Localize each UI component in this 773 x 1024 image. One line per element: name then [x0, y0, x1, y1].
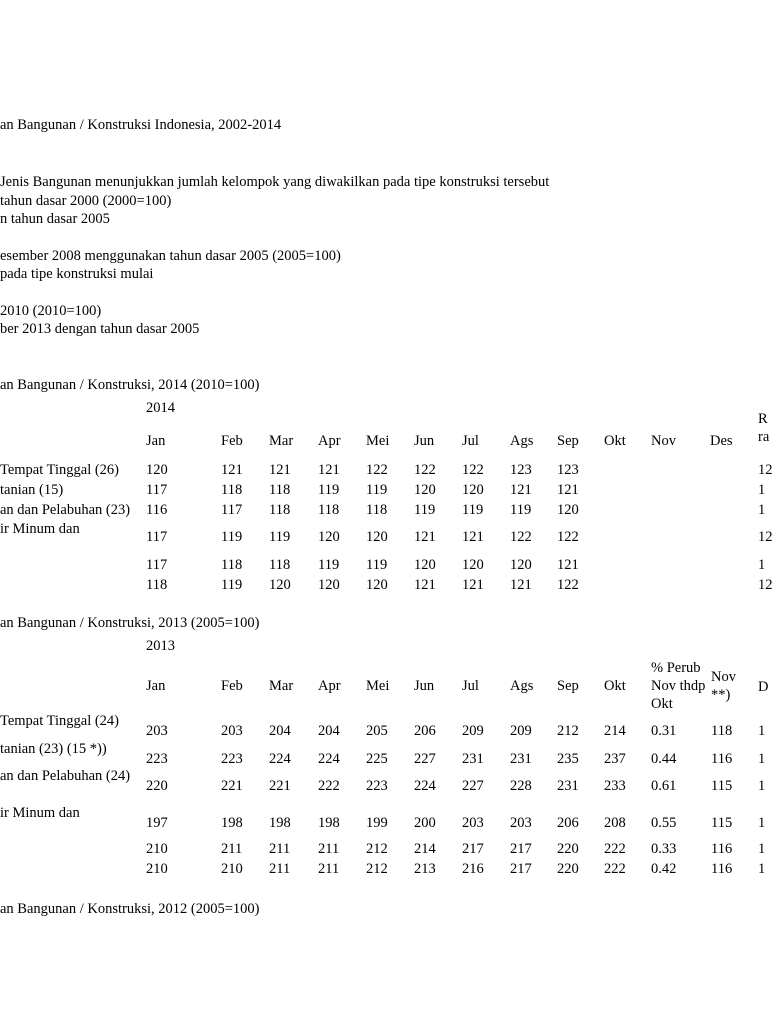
table-cell: 231 — [462, 751, 484, 767]
table-cell: 1 — [758, 557, 766, 573]
table-cell: 120 — [366, 577, 388, 593]
table-cell: 119 — [366, 482, 388, 498]
table-cell: 1 — [758, 815, 766, 831]
table-cell: 217 — [462, 841, 484, 857]
table-cell: 220 — [146, 778, 168, 794]
row-label: an dan Pelabuhan (23) — [0, 502, 131, 518]
table-cell: 115 — [711, 778, 733, 794]
month-header: Jul — [462, 678, 479, 694]
table-cell: 118 — [221, 557, 243, 573]
table-cell: 205 — [366, 723, 388, 739]
table-cell: 121 — [318, 462, 340, 478]
table-cell: 203 — [510, 815, 532, 831]
table-cell: 223 — [366, 778, 388, 794]
month-header: Sep — [557, 678, 579, 694]
table-cell: 208 — [604, 815, 626, 831]
month-header: Okt — [604, 433, 626, 449]
month-header: Apr — [318, 678, 341, 694]
month-header: Okt — [604, 678, 626, 694]
month-header: Jul — [462, 433, 479, 449]
table-cell: 213 — [414, 861, 436, 877]
table-cell: 220 — [557, 861, 579, 877]
table-cell: 117 — [146, 529, 168, 545]
table-cell: 212 — [557, 723, 579, 739]
table-cell: 118 — [146, 577, 168, 593]
month-header: Mar — [269, 433, 294, 449]
note-line: 2010 (2010=100) — [0, 303, 102, 319]
table-cell: 0.61 — [651, 778, 677, 794]
row-label: Tempat Tinggal (26) — [0, 462, 120, 478]
table-2013-nov-header: Nov — [711, 669, 736, 685]
table-cell: 221 — [221, 778, 243, 794]
month-header: Apr — [318, 433, 341, 449]
table-cell: 0.42 — [651, 861, 677, 877]
table-cell: 121 — [462, 529, 484, 545]
table-cell: 210 — [221, 861, 243, 877]
table-cell: 116 — [711, 861, 733, 877]
table-cell: 223 — [146, 751, 168, 767]
row-label: tanian (15) — [0, 482, 64, 498]
table-2013-perub-header: % Perub — [651, 660, 701, 676]
table-cell: 118 — [366, 502, 388, 518]
table-cell: 120 — [146, 462, 168, 478]
table-2012-title: an Bangunan / Konstruksi, 2012 (2005=100) — [0, 901, 260, 917]
table-cell: 0.33 — [651, 841, 677, 857]
table-cell: 118 — [318, 502, 340, 518]
table-cell: 223 — [221, 751, 243, 767]
table-2013-perub-header: Nov thdp — [651, 678, 706, 694]
table-cell: 212 — [366, 861, 388, 877]
table-cell: 122 — [414, 462, 436, 478]
note-line: esember 2008 menggunakan tahun dasar 2005 (2005=100) — [0, 248, 341, 264]
table-cell: 117 — [146, 557, 168, 573]
table-cell: 231 — [510, 751, 532, 767]
table-cell: 118 — [221, 482, 243, 498]
table-cell: 121 — [510, 577, 532, 593]
table-cell: 122 — [366, 462, 388, 478]
table-cell: 206 — [414, 723, 436, 739]
month-header: Jan — [146, 678, 166, 694]
table-cell: 116 — [146, 502, 168, 518]
table-cell: 120 — [318, 529, 340, 545]
table-2013-title: an Bangunan / Konstruksi, 2013 (2005=100) — [0, 615, 260, 631]
month-header: Mei — [366, 678, 390, 694]
table-cell: 199 — [366, 815, 388, 831]
month-header: Nov — [651, 433, 676, 449]
table-cell: 198 — [269, 815, 291, 831]
table-cell: 211 — [221, 841, 243, 857]
table-cell: 0.44 — [651, 751, 677, 767]
month-header: Mar — [269, 678, 294, 694]
table-cell: 119 — [510, 502, 532, 518]
table-cell: 212 — [366, 841, 388, 857]
table-cell: 209 — [510, 723, 532, 739]
table-cell: 121 — [510, 482, 532, 498]
table-cell: 224 — [269, 751, 291, 767]
note-line: pada tipe konstruksi mulai — [0, 266, 154, 282]
table-cell: 1 — [758, 482, 766, 498]
table-cell: 123 — [510, 462, 532, 478]
table-cell: 224 — [318, 751, 340, 767]
table-cell: 214 — [604, 723, 626, 739]
month-header: Jun — [414, 433, 435, 449]
table-2013-year: 2013 — [146, 638, 175, 654]
table-cell: 121 — [414, 529, 436, 545]
table-2014-title: an Bangunan / Konstruksi, 2014 (2010=100) — [0, 377, 260, 393]
row-label: ir Minum dan — [0, 521, 80, 537]
table-cell: 1 — [758, 723, 766, 739]
table-cell: 216 — [462, 861, 484, 877]
table-cell: 120 — [318, 577, 340, 593]
table-cell: 200 — [414, 815, 436, 831]
table-2013-extra-header: D — [758, 679, 769, 695]
table-cell: 227 — [462, 778, 484, 794]
table-cell: 118 — [711, 723, 733, 739]
note-line: ber 2013 dengan tahun dasar 2005 — [0, 321, 200, 337]
table-2013-perub-header: Okt — [651, 696, 673, 712]
table-cell: 119 — [269, 529, 291, 545]
table-cell: 217 — [510, 841, 532, 857]
table-cell: 235 — [557, 751, 579, 767]
table-cell: 206 — [557, 815, 579, 831]
table-cell: 121 — [462, 577, 484, 593]
month-header: Feb — [221, 433, 243, 449]
table-cell: 116 — [711, 751, 733, 767]
table-cell: 119 — [221, 577, 243, 593]
table-cell: 0.31 — [651, 723, 677, 739]
table-2014-extra-header: ra — [758, 429, 770, 445]
table-cell: 122 — [557, 529, 579, 545]
table-cell: 211 — [318, 841, 340, 857]
table-cell: 120 — [269, 577, 291, 593]
table-cell: 228 — [510, 778, 532, 794]
table-cell: 119 — [318, 557, 340, 573]
table-cell: 198 — [318, 815, 340, 831]
month-header: Mei — [366, 433, 390, 449]
table-cell: 231 — [557, 778, 579, 794]
table-cell: 117 — [221, 502, 243, 518]
table-cell: 220 — [557, 841, 579, 857]
table-cell: 204 — [318, 723, 340, 739]
table-cell: 203 — [462, 815, 484, 831]
table-cell: 210 — [146, 841, 168, 857]
table-cell: 197 — [146, 815, 168, 831]
row-label: ir Minum dan — [0, 805, 80, 821]
table-cell: 123 — [557, 462, 579, 478]
table-cell: 1 — [758, 841, 766, 857]
table-cell: 222 — [604, 861, 626, 877]
table-cell: 12 — [758, 462, 773, 478]
table-cell: 227 — [414, 751, 436, 767]
table-cell: 121 — [269, 462, 291, 478]
table-cell: 121 — [557, 482, 579, 498]
table-cell: 222 — [318, 778, 340, 794]
table-cell: 224 — [414, 778, 436, 794]
table-cell: 118 — [269, 482, 291, 498]
table-cell: 1 — [758, 861, 766, 877]
table-cell: 203 — [146, 723, 168, 739]
table-cell: 119 — [221, 529, 243, 545]
table-cell: 12 — [758, 529, 773, 545]
table-cell: 12 — [758, 577, 773, 593]
note-line: tahun dasar 2000 (2000=100) — [0, 193, 172, 209]
table-cell: 116 — [711, 841, 733, 857]
table-cell: 121 — [221, 462, 243, 478]
document-title: an Bangunan / Konstruksi Indonesia, 2002-2014 — [0, 117, 282, 133]
table-cell: 211 — [318, 861, 340, 877]
table-cell: 1 — [758, 778, 766, 794]
table-cell: 122 — [462, 462, 484, 478]
table-cell: 118 — [269, 557, 291, 573]
row-label: Tempat Tinggal (24) — [0, 713, 120, 729]
table-2014-year: 2014 — [146, 400, 175, 416]
month-header: Feb — [221, 678, 243, 694]
table-cell: 119 — [318, 482, 340, 498]
table-cell: 210 — [146, 861, 168, 877]
table-cell: 198 — [221, 815, 243, 831]
table-cell: 122 — [510, 529, 532, 545]
table-cell: 120 — [510, 557, 532, 573]
table-2013-nov-header: **) — [711, 687, 731, 703]
table-2014-extra-header: R — [758, 411, 768, 427]
table-cell: 120 — [462, 557, 484, 573]
table-cell: 217 — [510, 861, 532, 877]
month-header: Jun — [414, 678, 435, 694]
table-cell: 118 — [269, 502, 291, 518]
table-cell: 121 — [557, 557, 579, 573]
month-header: Des — [710, 433, 733, 449]
table-cell: 204 — [269, 723, 291, 739]
table-cell: 120 — [414, 557, 436, 573]
table-cell: 120 — [462, 482, 484, 498]
table-cell: 1 — [758, 502, 766, 518]
month-header: Ags — [510, 678, 534, 694]
table-cell: 203 — [221, 723, 243, 739]
table-cell: 121 — [414, 577, 436, 593]
table-cell: 119 — [414, 502, 436, 518]
table-cell: 211 — [269, 861, 291, 877]
month-header: Ags — [510, 433, 534, 449]
note-line: Jenis Bangunan menunjukkan jumlah kelompok yang diwakilkan pada tipe konstruksi tersebut — [0, 174, 550, 190]
table-cell: 120 — [557, 502, 579, 518]
table-cell: 0.55 — [651, 815, 677, 831]
table-cell: 225 — [366, 751, 388, 767]
table-cell: 209 — [462, 723, 484, 739]
table-cell: 221 — [269, 778, 291, 794]
table-cell: 122 — [557, 577, 579, 593]
table-cell: 115 — [711, 815, 733, 831]
month-header: Sep — [557, 433, 579, 449]
table-cell: 120 — [414, 482, 436, 498]
table-cell: 119 — [366, 557, 388, 573]
month-header: Jan — [146, 433, 166, 449]
note-line: n tahun dasar 2005 — [0, 211, 110, 227]
table-cell: 237 — [604, 751, 626, 767]
table-cell: 211 — [269, 841, 291, 857]
table-cell: 214 — [414, 841, 436, 857]
table-cell: 120 — [366, 529, 388, 545]
table-cell: 233 — [604, 778, 626, 794]
table-cell: 117 — [146, 482, 168, 498]
row-label: an dan Pelabuhan (24) — [0, 768, 131, 784]
table-cell: 119 — [462, 502, 484, 518]
row-label: tanian (23) (15 *)) — [0, 741, 107, 757]
table-cell: 1 — [758, 751, 766, 767]
table-cell: 222 — [604, 841, 626, 857]
